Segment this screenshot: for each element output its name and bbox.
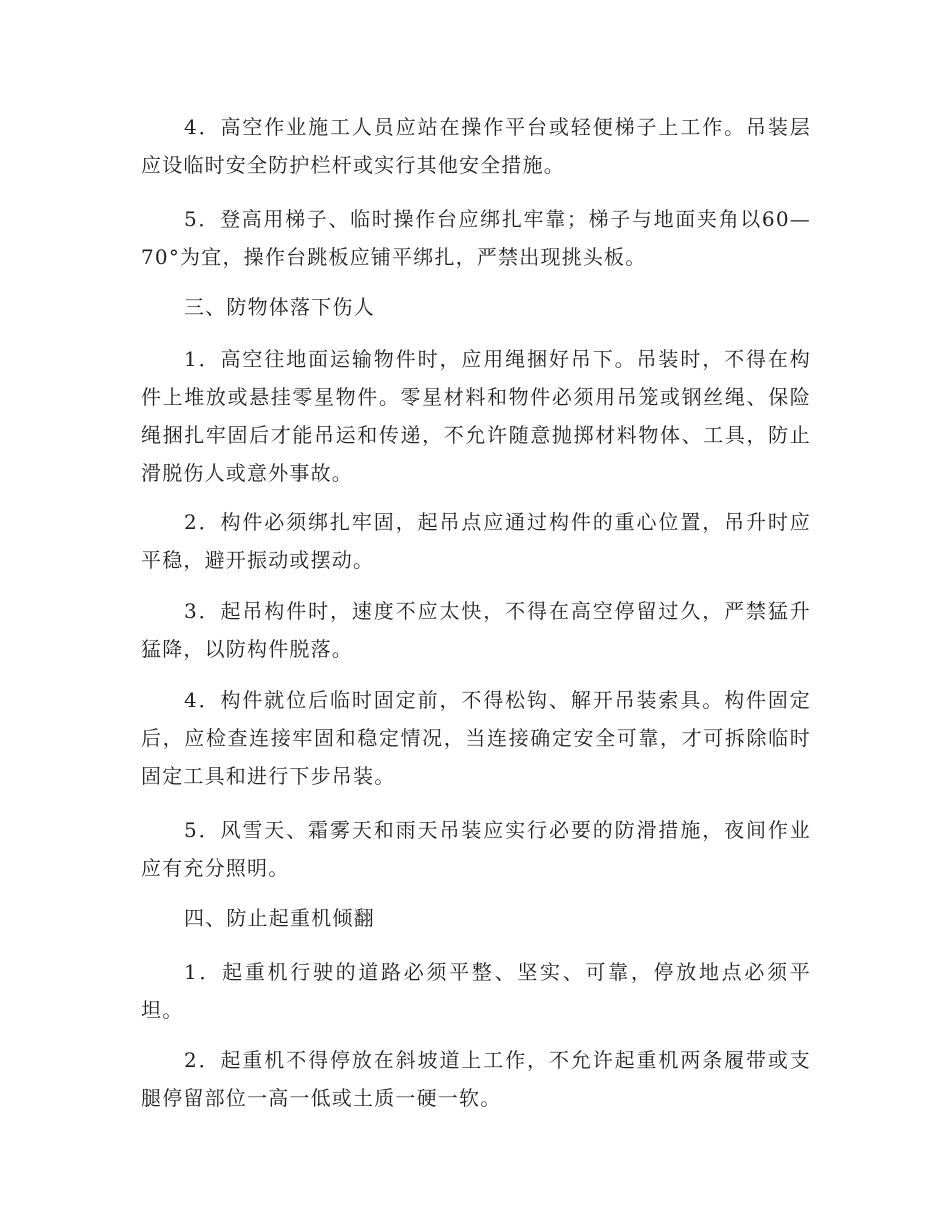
paragraph-item-1-transport: 1．高空往地面运输物件时，应用绳捆好吊下。吊装时，不得在构件上堆放或悬挂零星物件。零星材料和物件必须用吊笼或钢丝绳、保险绳捆扎牢固后才能吊运和传递，不允许随意抛掷材料物体、工具，防止滑脱伤人或意外事故。 <box>141 347 811 485</box>
paragraph-item-1-road: 1．起重机行驶的道路必须平整、坚实、可靠，停放地点必须平坦。 <box>141 960 811 1022</box>
paragraph-item-4-high-altitude-work: 4．高空作业施工人员应站在操作平台或轻便梯子上工作。吊装层应设临时安全防护栏杆或实行其他安全措施。 <box>141 115 811 177</box>
section-heading-crane-overturn: 四、防止起重机倾翻 <box>184 906 375 930</box>
paragraph-item-2-slope: 2．起重机不得停放在斜坡道上工作，不允许起重机两条履带或支腿停留部位一高一低或土质一硬一软。 <box>141 1048 811 1110</box>
paragraph-item-5-ladders: 5．登高用梯子、临时操作台应绑扎牢靠；梯子与地面夹角以60—70°为宜，操作台跳板应铺平绑扎，严禁出现挑头板。 <box>141 207 811 269</box>
paragraph-item-5-weather: 5．风雪天、霜雾天和雨天吊装应实行必要的防滑措施，夜间作业应有充分照明。 <box>141 818 811 880</box>
paragraph-item-2-binding: 2．构件必须绑扎牢固，起吊点应通过构件的重心位置，吊升时应平稳，避开振动或摆动。 <box>141 510 811 572</box>
section-heading-falling-objects: 三、防物体落下伤人 <box>184 295 375 319</box>
paragraph-item-4-fixing: 4．构件就位后临时固定前，不得松钩、解开吊装索具。构件固定后，应检查连接牢固和稳定情况，当连接确定安全可靠，才可拆除临时固定工具和进行下步吊装。 <box>141 688 811 788</box>
paragraph-item-3-lifting-speed: 3．起吊构件时，速度不应太快，不得在高空停留过久，严禁猛升猛降，以防构件脱落。 <box>141 599 811 661</box>
